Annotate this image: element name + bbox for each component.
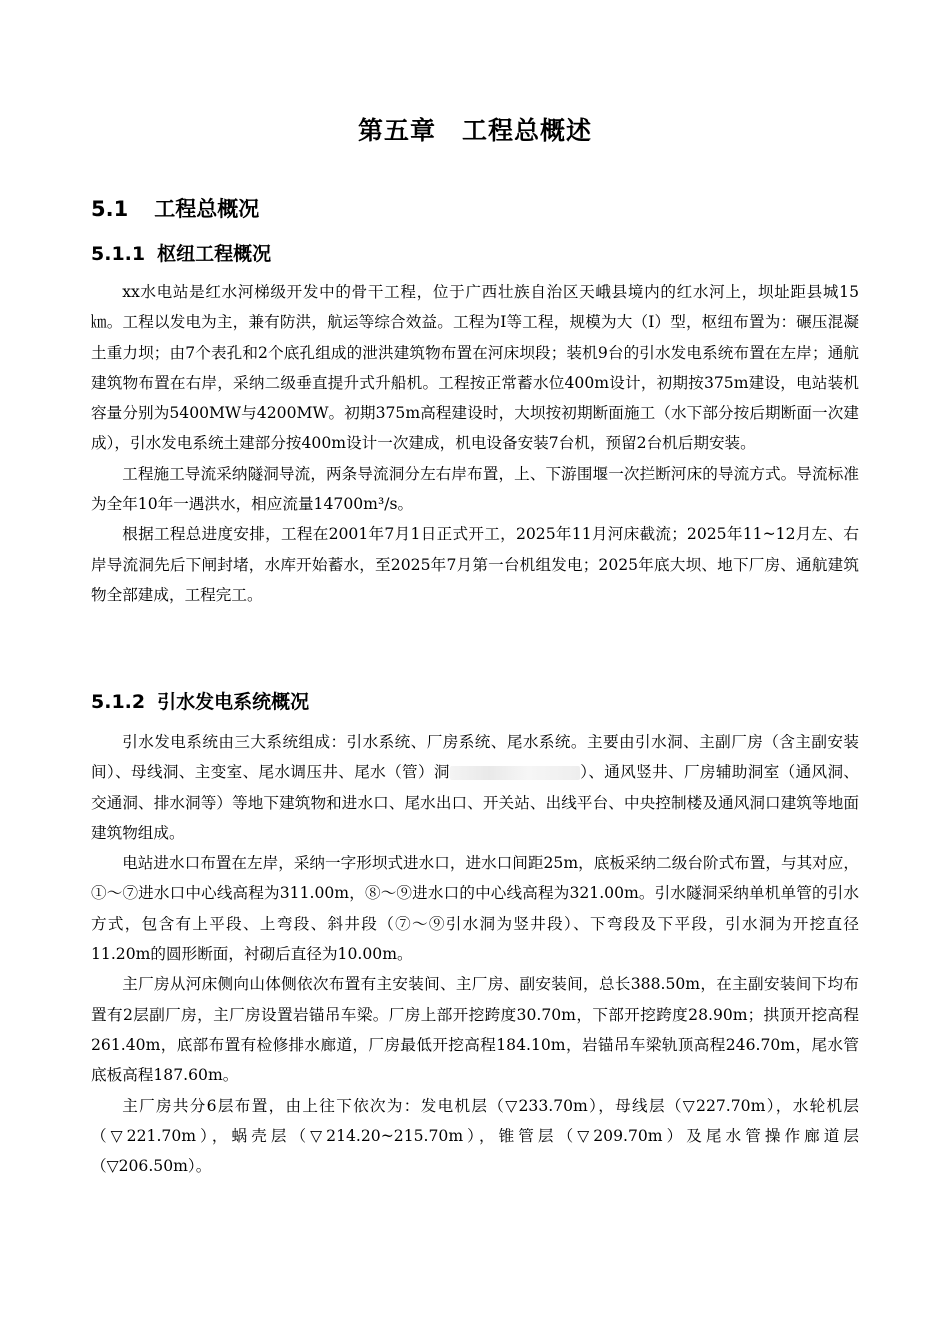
paragraph-powerhouse-floors: 主厂房共分6层布置，由上往下依次为：发电机层（▽233.70m），母线层（▽227.70m），水轮机层（▽221.70m），蜗壳层（▽214.20~215.70m），锥管层（▽209.70m）及尾水管操作廊道层（▽206.50m）。 <box>91 1096 859 1176</box>
paragraph-powerhouse: 主厂房从河床侧向山体侧依次布置有主安装间、主厂房、副安装间，总长388.50m，在主副安装间下均布置有2层副厂房，主厂房设置岩锚吊车梁。厂房上部开挖跨度30.70m，下部开挖跨度28.90m；拱顶开挖高程261.40m，底部布置有检修排水廊道，厂房最低开挖高程184.10m，岩锚吊车梁轨顶高程246.70m，尾水管底板高程187.60m。 <box>91 975 859 1085</box>
paragraph-intake: 电站进水口布置在左岸，采纳一字形坝式进水口，进水口间距25m，底板采纳二级台阶式布置，与其对应，①～⑦进水口中心线高程为311.00m，⑧～⑨进水口的中心线高程为321.00m。引水隧洞采纳单机单管的引水方式，包含有上平段、上弯段、斜井段（⑦～⑨引水洞为竖井段）、下弯段及下平段，引水洞为开挖直径11.20m的圆形断面，衬砌后直径为10.00m。 <box>91 854 859 964</box>
text-before-gap: 引水发电系统由三大系统组成：引水系统、厂房系统、尾水系统。主要由引水洞、主副厂房（含主副安装间）、母线洞、主变室、尾水调压井、尾水（管）洞 <box>91 733 859 782</box>
section-heading-5-1-2 <box>91 688 309 716</box>
text-after-gap: ）、通风竖井、厂房辅助洞室（通风洞、交通洞、排水洞等）等地下建筑物和进水口、尾水出口、开关站、出线平台、中央控制楼及通风洞口建筑等地面建筑物组成。 <box>91 763 860 842</box>
section-title: 工程总概况 <box>154 197 260 221</box>
section-title: 枢纽工程概况 <box>157 243 272 265</box>
obscured-text <box>450 766 580 780</box>
section-title: 引水发电系统概况 <box>157 691 310 713</box>
section-number: 5.1.2 <box>91 691 146 713</box>
chapter-title: 第五章 工程总概述 <box>357 116 592 145</box>
section-5-1-2-body <box>91 727 859 1181</box>
section-5-1-1-body <box>91 277 859 610</box>
paragraph-hub-overview: xx水电站是红水河梯级开发中的骨干工程，位于广西壮族自治区天峨县境内的红水河上，坝址距县城15㎞。工程以发电为主，兼有防洪，航运等综合效益。工程为Ⅰ等工程，规模为大（Ⅰ）型，枢纽布置为：碾压混凝土重力坝；由7个表孔和2个底孔组成的泄洪建筑物布置在河床坝段；装机9台的引水发电系统布置在左岸；通航建筑物布置在右岸，采纳二级垂直提升式升船机。工程按正常蓄水位400m设计，初期按375m建设，电站装机容量分别为5400MW与4200MW。初期375m高程建设时，大坝按初期断面施工（水下部分按后期断面一次建成），引水发电系统土建部分按400m设计一次建成，机电设备安装7台机，预留2台机后期安装。 <box>91 283 859 453</box>
section-heading-5-1-1 <box>91 240 271 268</box>
section-number: 5.1 <box>91 197 129 221</box>
section-number: 5.1.1 <box>91 243 146 265</box>
paragraph-system-composition <box>91 727 859 848</box>
paragraph-diversion: 工程施工导流采纳隧洞导流，两条导流洞分左右岸布置，上、下游围堰一次拦断河床的导流方式。导流标准为全年10年一遇洪水，相应流量14700m³/s。 <box>91 464 859 514</box>
section-heading-5-1 <box>91 194 259 224</box>
paragraph-schedule: 根据工程总进度安排，工程在2001年7月1日正式开工，2025年11月河床截流；2025年11~12月左、右岸导流洞先后下闸封堵，水库开始蓄水，至2025年7月第一台机组发电；2025年底大坝、地下厂房、通航建筑物全部建成，工程完工。 <box>91 525 859 604</box>
